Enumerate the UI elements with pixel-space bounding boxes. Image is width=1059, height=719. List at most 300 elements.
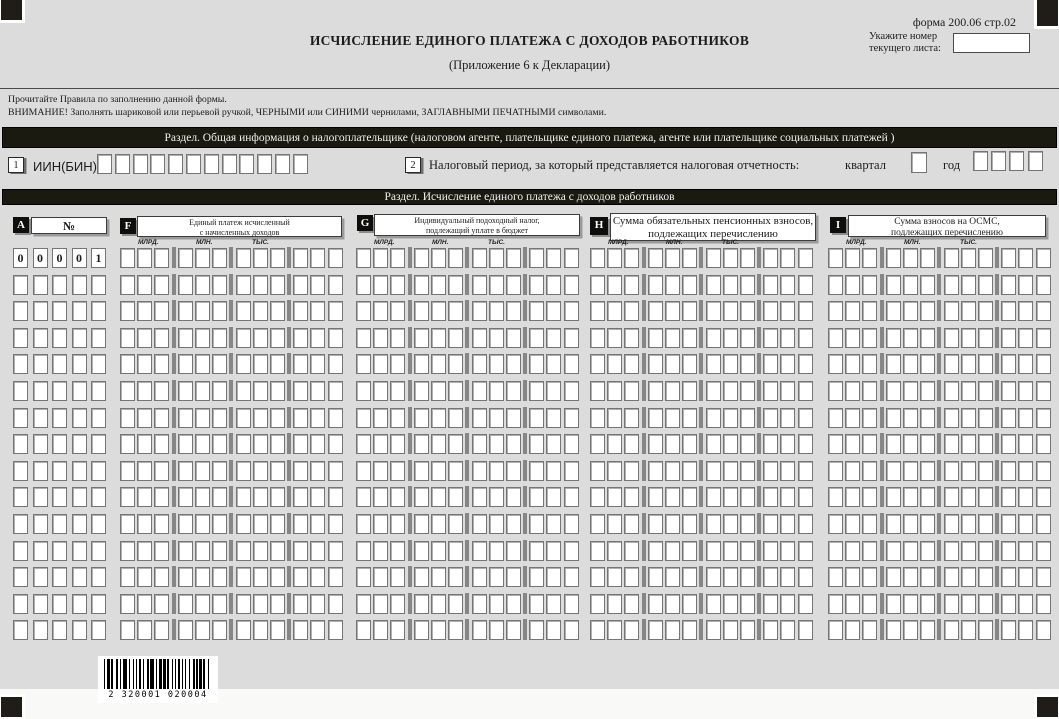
grid-cell-h[interactable] bbox=[723, 275, 738, 295]
grid-cell-g[interactable] bbox=[529, 594, 544, 614]
grid-cell-g[interactable] bbox=[431, 434, 446, 454]
grid-cell-f[interactable] bbox=[270, 434, 285, 454]
year-digit-cell[interactable] bbox=[991, 151, 1006, 171]
grid-cell-i[interactable] bbox=[978, 594, 993, 614]
grid-cell-f[interactable] bbox=[270, 541, 285, 561]
grid-cell-h[interactable] bbox=[624, 408, 639, 428]
grid-cell-f[interactable] bbox=[120, 567, 135, 587]
grid-cell-i[interactable] bbox=[1036, 248, 1051, 268]
grid-cell-h[interactable] bbox=[706, 275, 721, 295]
grid-cell-g[interactable] bbox=[564, 301, 579, 321]
grid-cell-i[interactable] bbox=[903, 514, 918, 534]
grid-cell-h[interactable] bbox=[763, 381, 778, 401]
grid-cell-g[interactable] bbox=[564, 408, 579, 428]
grid-cell-a[interactable] bbox=[91, 328, 106, 348]
grid-cell-a[interactable]: 0 bbox=[13, 248, 28, 268]
grid-cell-a[interactable]: 0 bbox=[52, 248, 67, 268]
grid-cell-i[interactable] bbox=[961, 514, 976, 534]
grid-cell-i[interactable] bbox=[845, 620, 860, 640]
grid-cell-g[interactable] bbox=[489, 408, 504, 428]
grid-cell-g[interactable] bbox=[414, 354, 429, 374]
grid-cell-f[interactable] bbox=[120, 275, 135, 295]
grid-cell-g[interactable] bbox=[431, 620, 446, 640]
grid-cell-i[interactable] bbox=[828, 354, 843, 374]
grid-cell-i[interactable] bbox=[920, 461, 935, 481]
grid-cell-f[interactable] bbox=[137, 541, 152, 561]
grid-cell-f[interactable] bbox=[154, 354, 169, 374]
grid-cell-i[interactable] bbox=[828, 567, 843, 587]
grid-cell-f[interactable] bbox=[154, 408, 169, 428]
grid-cell-h[interactable] bbox=[740, 354, 755, 374]
grid-cell-h[interactable] bbox=[665, 354, 680, 374]
grid-cell-i[interactable] bbox=[903, 381, 918, 401]
grid-cell-g[interactable] bbox=[431, 487, 446, 507]
grid-cell-h[interactable] bbox=[706, 620, 721, 640]
grid-cell-i[interactable] bbox=[845, 381, 860, 401]
grid-cell-g[interactable] bbox=[448, 487, 463, 507]
grid-cell-i[interactable] bbox=[1001, 594, 1016, 614]
grid-cell-i[interactable] bbox=[862, 408, 877, 428]
grid-cell-h[interactable] bbox=[682, 487, 697, 507]
grid-cell-g[interactable] bbox=[546, 354, 561, 374]
grid-cell-i[interactable] bbox=[944, 408, 959, 428]
grid-cell-h[interactable] bbox=[723, 567, 738, 587]
grid-cell-f[interactable] bbox=[253, 328, 268, 348]
grid-cell-h[interactable] bbox=[780, 487, 795, 507]
grid-cell-g[interactable] bbox=[564, 381, 579, 401]
grid-cell-g[interactable] bbox=[390, 514, 405, 534]
grid-cell-f[interactable] bbox=[328, 487, 343, 507]
grid-cell-g[interactable] bbox=[448, 594, 463, 614]
grid-cell-i[interactable] bbox=[978, 354, 993, 374]
grid-cell-h[interactable] bbox=[682, 381, 697, 401]
grid-cell-f[interactable] bbox=[253, 461, 268, 481]
iin-digit-cell[interactable] bbox=[257, 154, 272, 174]
grid-cell-g[interactable] bbox=[546, 408, 561, 428]
grid-cell-g[interactable] bbox=[546, 275, 561, 295]
grid-cell-h[interactable] bbox=[723, 461, 738, 481]
grid-cell-h[interactable] bbox=[607, 487, 622, 507]
iin-digit-cell[interactable] bbox=[222, 154, 237, 174]
grid-cell-i[interactable] bbox=[1018, 434, 1033, 454]
grid-cell-a[interactable] bbox=[13, 461, 28, 481]
grid-cell-h[interactable] bbox=[723, 328, 738, 348]
grid-cell-i[interactable] bbox=[903, 354, 918, 374]
iin-digit-cell[interactable] bbox=[239, 154, 254, 174]
grid-cell-h[interactable] bbox=[723, 541, 738, 561]
grid-cell-i[interactable] bbox=[1036, 620, 1051, 640]
grid-cell-i[interactable] bbox=[1036, 408, 1051, 428]
grid-cell-g[interactable] bbox=[472, 620, 487, 640]
grid-cell-i[interactable] bbox=[845, 408, 860, 428]
grid-cell-i[interactable] bbox=[903, 434, 918, 454]
grid-cell-g[interactable] bbox=[373, 620, 388, 640]
grid-cell-f[interactable] bbox=[310, 354, 325, 374]
grid-cell-f[interactable] bbox=[253, 487, 268, 507]
grid-cell-h[interactable] bbox=[706, 328, 721, 348]
grid-cell-h[interactable] bbox=[624, 541, 639, 561]
grid-cell-a[interactable] bbox=[91, 354, 106, 374]
grid-cell-g[interactable] bbox=[356, 567, 371, 587]
grid-cell-h[interactable] bbox=[590, 461, 605, 481]
grid-cell-h[interactable] bbox=[665, 620, 680, 640]
grid-cell-g[interactable] bbox=[414, 620, 429, 640]
grid-cell-h[interactable] bbox=[740, 408, 755, 428]
grid-cell-i[interactable] bbox=[862, 275, 877, 295]
grid-cell-i[interactable] bbox=[978, 541, 993, 561]
grid-cell-a[interactable] bbox=[72, 461, 87, 481]
grid-cell-f[interactable] bbox=[154, 514, 169, 534]
grid-cell-h[interactable] bbox=[798, 381, 813, 401]
grid-cell-i[interactable] bbox=[828, 434, 843, 454]
grid-cell-f[interactable] bbox=[253, 408, 268, 428]
grid-cell-h[interactable] bbox=[723, 487, 738, 507]
grid-cell-f[interactable] bbox=[236, 461, 251, 481]
grid-cell-f[interactable] bbox=[293, 487, 308, 507]
grid-cell-g[interactable] bbox=[529, 248, 544, 268]
grid-cell-g[interactable] bbox=[546, 301, 561, 321]
grid-cell-a[interactable] bbox=[33, 461, 48, 481]
grid-cell-h[interactable] bbox=[624, 594, 639, 614]
grid-cell-f[interactable] bbox=[310, 594, 325, 614]
grid-cell-g[interactable] bbox=[506, 434, 521, 454]
grid-cell-i[interactable] bbox=[961, 594, 976, 614]
iin-digit-cell[interactable] bbox=[204, 154, 219, 174]
grid-cell-h[interactable] bbox=[706, 567, 721, 587]
grid-cell-h[interactable] bbox=[590, 408, 605, 428]
grid-cell-f[interactable] bbox=[328, 301, 343, 321]
grid-cell-f[interactable] bbox=[328, 594, 343, 614]
grid-cell-f[interactable] bbox=[270, 461, 285, 481]
grid-cell-h[interactable] bbox=[648, 487, 663, 507]
grid-cell-g[interactable] bbox=[564, 514, 579, 534]
grid-cell-g[interactable] bbox=[529, 275, 544, 295]
grid-cell-h[interactable] bbox=[648, 594, 663, 614]
grid-cell-f[interactable] bbox=[253, 514, 268, 534]
grid-cell-h[interactable] bbox=[763, 328, 778, 348]
grid-cell-f[interactable] bbox=[310, 487, 325, 507]
grid-cell-a[interactable] bbox=[91, 408, 106, 428]
grid-cell-f[interactable] bbox=[328, 461, 343, 481]
grid-cell-i[interactable] bbox=[903, 408, 918, 428]
grid-cell-f[interactable] bbox=[195, 567, 210, 587]
grid-cell-a[interactable] bbox=[52, 275, 67, 295]
grid-cell-f[interactable] bbox=[270, 620, 285, 640]
grid-cell-f[interactable] bbox=[293, 408, 308, 428]
grid-cell-g[interactable] bbox=[373, 514, 388, 534]
grid-cell-f[interactable] bbox=[120, 248, 135, 268]
grid-cell-f[interactable] bbox=[154, 248, 169, 268]
grid-cell-i[interactable] bbox=[1036, 567, 1051, 587]
grid-cell-g[interactable] bbox=[506, 594, 521, 614]
grid-cell-i[interactable] bbox=[1001, 381, 1016, 401]
grid-cell-f[interactable] bbox=[120, 594, 135, 614]
grid-cell-g[interactable] bbox=[431, 567, 446, 587]
grid-cell-i[interactable] bbox=[944, 541, 959, 561]
grid-cell-f[interactable] bbox=[236, 541, 251, 561]
grid-cell-h[interactable] bbox=[682, 541, 697, 561]
grid-cell-g[interactable] bbox=[356, 620, 371, 640]
grid-cell-h[interactable] bbox=[665, 461, 680, 481]
grid-cell-g[interactable] bbox=[529, 408, 544, 428]
grid-cell-f[interactable] bbox=[310, 381, 325, 401]
grid-cell-f[interactable] bbox=[154, 541, 169, 561]
grid-cell-g[interactable] bbox=[506, 514, 521, 534]
grid-cell-f[interactable] bbox=[154, 301, 169, 321]
grid-cell-f[interactable] bbox=[178, 541, 193, 561]
grid-cell-f[interactable] bbox=[154, 620, 169, 640]
grid-cell-h[interactable] bbox=[624, 275, 639, 295]
grid-cell-i[interactable] bbox=[1036, 594, 1051, 614]
grid-cell-f[interactable] bbox=[310, 567, 325, 587]
grid-cell-a[interactable] bbox=[91, 434, 106, 454]
grid-cell-h[interactable] bbox=[740, 381, 755, 401]
grid-cell-h[interactable] bbox=[682, 275, 697, 295]
grid-cell-g[interactable] bbox=[373, 461, 388, 481]
grid-cell-h[interactable] bbox=[740, 461, 755, 481]
grid-cell-g[interactable] bbox=[564, 461, 579, 481]
grid-cell-f[interactable] bbox=[137, 354, 152, 374]
grid-cell-f[interactable] bbox=[178, 434, 193, 454]
grid-cell-f[interactable] bbox=[154, 487, 169, 507]
grid-cell-h[interactable] bbox=[798, 594, 813, 614]
grid-cell-i[interactable] bbox=[828, 620, 843, 640]
grid-cell-h[interactable] bbox=[798, 408, 813, 428]
grid-cell-f[interactable] bbox=[328, 620, 343, 640]
grid-cell-i[interactable] bbox=[1036, 301, 1051, 321]
grid-cell-g[interactable] bbox=[564, 328, 579, 348]
grid-cell-f[interactable] bbox=[236, 328, 251, 348]
grid-cell-h[interactable] bbox=[590, 248, 605, 268]
grid-cell-h[interactable] bbox=[607, 275, 622, 295]
grid-cell-f[interactable] bbox=[137, 408, 152, 428]
grid-cell-i[interactable] bbox=[845, 514, 860, 534]
grid-cell-i[interactable] bbox=[1036, 275, 1051, 295]
grid-cell-a[interactable]: 0 bbox=[72, 248, 87, 268]
grid-cell-h[interactable] bbox=[706, 434, 721, 454]
grid-cell-a[interactable] bbox=[33, 301, 48, 321]
grid-cell-i[interactable] bbox=[862, 514, 877, 534]
grid-cell-g[interactable] bbox=[506, 620, 521, 640]
grid-cell-i[interactable] bbox=[1018, 275, 1033, 295]
grid-cell-h[interactable] bbox=[780, 461, 795, 481]
grid-cell-i[interactable] bbox=[920, 381, 935, 401]
grid-cell-i[interactable] bbox=[1001, 461, 1016, 481]
grid-cell-i[interactable] bbox=[1001, 408, 1016, 428]
grid-cell-g[interactable] bbox=[506, 461, 521, 481]
grid-cell-f[interactable] bbox=[137, 434, 152, 454]
grid-cell-h[interactable] bbox=[706, 301, 721, 321]
grid-cell-h[interactable] bbox=[665, 408, 680, 428]
grid-cell-g[interactable] bbox=[489, 381, 504, 401]
grid-cell-f[interactable] bbox=[195, 434, 210, 454]
grid-cell-f[interactable] bbox=[195, 461, 210, 481]
grid-cell-i[interactable] bbox=[1036, 541, 1051, 561]
grid-cell-h[interactable] bbox=[624, 487, 639, 507]
grid-cell-h[interactable] bbox=[780, 620, 795, 640]
grid-cell-g[interactable] bbox=[356, 461, 371, 481]
grid-cell-i[interactable] bbox=[1001, 328, 1016, 348]
grid-cell-g[interactable] bbox=[472, 594, 487, 614]
grid-cell-i[interactable] bbox=[903, 487, 918, 507]
grid-cell-g[interactable] bbox=[564, 487, 579, 507]
grid-cell-i[interactable] bbox=[886, 434, 901, 454]
grid-cell-h[interactable] bbox=[665, 301, 680, 321]
grid-cell-i[interactable] bbox=[920, 594, 935, 614]
grid-cell-g[interactable] bbox=[506, 541, 521, 561]
grid-cell-g[interactable] bbox=[529, 461, 544, 481]
grid-cell-h[interactable] bbox=[590, 434, 605, 454]
grid-cell-f[interactable] bbox=[310, 541, 325, 561]
grid-cell-a[interactable] bbox=[72, 541, 87, 561]
grid-cell-h[interactable] bbox=[682, 301, 697, 321]
grid-cell-f[interactable] bbox=[195, 541, 210, 561]
grid-cell-f[interactable] bbox=[212, 275, 227, 295]
grid-cell-h[interactable] bbox=[624, 461, 639, 481]
grid-cell-a[interactable] bbox=[91, 487, 106, 507]
grid-cell-i[interactable] bbox=[961, 354, 976, 374]
year-digit-cell[interactable] bbox=[1028, 151, 1043, 171]
grid-cell-g[interactable] bbox=[546, 514, 561, 534]
grid-cell-i[interactable] bbox=[978, 567, 993, 587]
grid-cell-g[interactable] bbox=[529, 514, 544, 534]
grid-cell-f[interactable] bbox=[137, 487, 152, 507]
grid-cell-i[interactable] bbox=[1018, 620, 1033, 640]
grid-cell-i[interactable] bbox=[845, 461, 860, 481]
grid-cell-h[interactable] bbox=[682, 567, 697, 587]
grid-cell-h[interactable] bbox=[624, 381, 639, 401]
grid-cell-f[interactable] bbox=[293, 328, 308, 348]
grid-cell-h[interactable] bbox=[682, 408, 697, 428]
grid-cell-a[interactable] bbox=[33, 381, 48, 401]
grid-cell-f[interactable] bbox=[270, 487, 285, 507]
grid-cell-f[interactable] bbox=[154, 328, 169, 348]
grid-cell-i[interactable] bbox=[978, 487, 993, 507]
grid-cell-i[interactable] bbox=[1018, 487, 1033, 507]
grid-cell-g[interactable] bbox=[448, 248, 463, 268]
grid-cell-h[interactable] bbox=[763, 487, 778, 507]
grid-cell-h[interactable] bbox=[665, 487, 680, 507]
grid-cell-f[interactable] bbox=[137, 594, 152, 614]
grid-cell-h[interactable] bbox=[607, 461, 622, 481]
grid-cell-g[interactable] bbox=[414, 567, 429, 587]
grid-cell-i[interactable] bbox=[862, 248, 877, 268]
grid-cell-h[interactable] bbox=[798, 354, 813, 374]
iin-digit-cell[interactable] bbox=[133, 154, 148, 174]
grid-cell-i[interactable] bbox=[828, 408, 843, 428]
grid-cell-a[interactable] bbox=[91, 275, 106, 295]
grid-cell-h[interactable] bbox=[780, 567, 795, 587]
grid-cell-g[interactable] bbox=[564, 620, 579, 640]
grid-cell-h[interactable] bbox=[648, 381, 663, 401]
grid-cell-h[interactable] bbox=[682, 328, 697, 348]
grid-cell-g[interactable] bbox=[356, 248, 371, 268]
grid-cell-g[interactable] bbox=[448, 620, 463, 640]
grid-cell-g[interactable] bbox=[414, 408, 429, 428]
grid-cell-a[interactable] bbox=[52, 408, 67, 428]
grid-cell-g[interactable] bbox=[472, 381, 487, 401]
grid-cell-h[interactable] bbox=[723, 434, 738, 454]
grid-cell-a[interactable] bbox=[91, 381, 106, 401]
grid-cell-h[interactable] bbox=[648, 275, 663, 295]
grid-cell-i[interactable] bbox=[828, 594, 843, 614]
grid-cell-g[interactable] bbox=[489, 514, 504, 534]
grid-cell-h[interactable] bbox=[607, 620, 622, 640]
grid-cell-i[interactable] bbox=[978, 328, 993, 348]
grid-cell-f[interactable] bbox=[293, 620, 308, 640]
grid-cell-g[interactable] bbox=[390, 434, 405, 454]
grid-cell-a[interactable] bbox=[52, 461, 67, 481]
grid-cell-g[interactable] bbox=[356, 301, 371, 321]
grid-cell-g[interactable] bbox=[414, 328, 429, 348]
grid-cell-f[interactable] bbox=[120, 514, 135, 534]
grid-cell-f[interactable] bbox=[293, 381, 308, 401]
grid-cell-f[interactable] bbox=[328, 514, 343, 534]
grid-cell-a[interactable] bbox=[52, 434, 67, 454]
grid-cell-f[interactable] bbox=[253, 248, 268, 268]
grid-cell-i[interactable] bbox=[961, 408, 976, 428]
grid-cell-f[interactable] bbox=[253, 275, 268, 295]
grid-cell-i[interactable] bbox=[920, 487, 935, 507]
grid-cell-i[interactable] bbox=[886, 541, 901, 561]
grid-cell-h[interactable] bbox=[706, 461, 721, 481]
grid-cell-g[interactable] bbox=[431, 248, 446, 268]
grid-cell-i[interactable] bbox=[1018, 301, 1033, 321]
grid-cell-f[interactable] bbox=[270, 514, 285, 534]
grid-cell-h[interactable] bbox=[682, 434, 697, 454]
grid-cell-g[interactable] bbox=[489, 328, 504, 348]
grid-cell-a[interactable] bbox=[52, 594, 67, 614]
grid-cell-i[interactable] bbox=[903, 620, 918, 640]
grid-cell-h[interactable] bbox=[624, 301, 639, 321]
grid-cell-i[interactable] bbox=[1001, 275, 1016, 295]
grid-cell-g[interactable] bbox=[506, 248, 521, 268]
grid-cell-i[interactable] bbox=[903, 301, 918, 321]
iin-digit-cell[interactable] bbox=[150, 154, 165, 174]
grid-cell-g[interactable] bbox=[448, 541, 463, 561]
grid-cell-f[interactable] bbox=[212, 328, 227, 348]
grid-cell-h[interactable] bbox=[665, 328, 680, 348]
grid-cell-i[interactable] bbox=[1001, 248, 1016, 268]
grid-cell-f[interactable] bbox=[293, 567, 308, 587]
year-digit-cell[interactable] bbox=[973, 151, 988, 171]
grid-cell-f[interactable] bbox=[310, 461, 325, 481]
grid-cell-g[interactable] bbox=[373, 408, 388, 428]
grid-cell-i[interactable] bbox=[886, 620, 901, 640]
grid-cell-i[interactable] bbox=[1018, 408, 1033, 428]
grid-cell-g[interactable] bbox=[356, 275, 371, 295]
grid-cell-h[interactable] bbox=[607, 541, 622, 561]
grid-cell-g[interactable] bbox=[390, 567, 405, 587]
grid-cell-g[interactable] bbox=[373, 275, 388, 295]
grid-cell-h[interactable] bbox=[740, 275, 755, 295]
grid-cell-i[interactable] bbox=[845, 354, 860, 374]
grid-cell-g[interactable] bbox=[546, 461, 561, 481]
grid-cell-g[interactable] bbox=[390, 620, 405, 640]
grid-cell-f[interactable] bbox=[236, 301, 251, 321]
grid-cell-i[interactable] bbox=[845, 248, 860, 268]
grid-cell-h[interactable] bbox=[723, 408, 738, 428]
grid-cell-a[interactable] bbox=[72, 354, 87, 374]
grid-cell-g[interactable] bbox=[373, 381, 388, 401]
grid-cell-g[interactable] bbox=[564, 275, 579, 295]
grid-cell-g[interactable] bbox=[472, 328, 487, 348]
grid-cell-h[interactable] bbox=[763, 541, 778, 561]
grid-cell-i[interactable] bbox=[886, 594, 901, 614]
grid-cell-h[interactable] bbox=[763, 354, 778, 374]
grid-cell-a[interactable] bbox=[33, 487, 48, 507]
grid-cell-g[interactable] bbox=[373, 594, 388, 614]
